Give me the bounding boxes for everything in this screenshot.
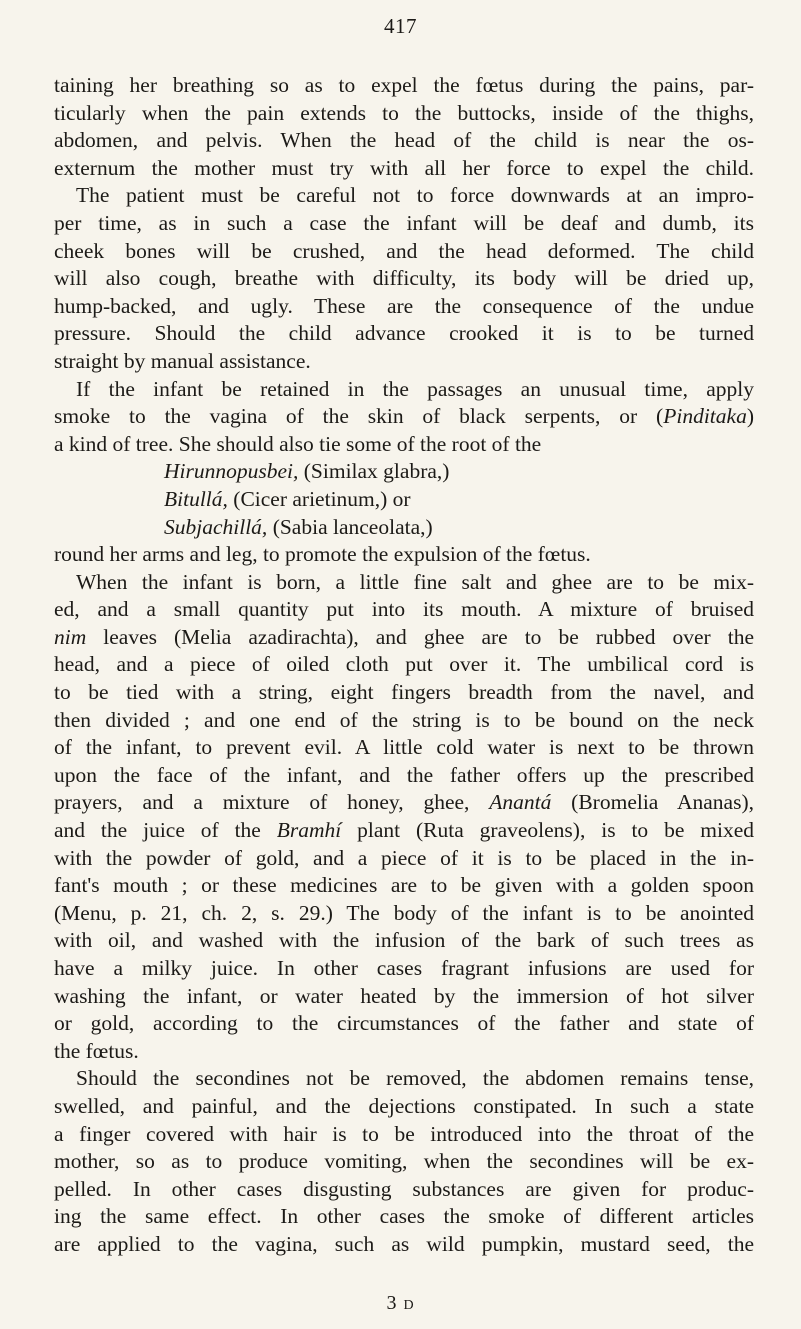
text-line: hump-backed, and ugly. These are the consequence of the undue <box>54 293 754 318</box>
text-line: of the infant, to prevent evil. A little cold water is next to be thrown <box>54 735 754 760</box>
text-run: prayers, and a mixture of honey, ghee, <box>54 790 490 815</box>
text-run: (Bromelia Ananas), <box>551 790 754 815</box>
text-line <box>54 789 754 817</box>
italic-term: nim <box>54 624 87 649</box>
text-line: a kind of tree. She should also tie some of the root of the <box>54 431 542 456</box>
italic-plant-name: Pinditaka <box>663 404 747 429</box>
text-line: head, and a piece of oiled cloth put over it. The umbilical cord is <box>54 652 754 677</box>
text-line: ticularly when the pain extends to the buttocks, inside of the thighs, <box>54 100 754 125</box>
plant-name: Bitullá, <box>164 486 228 511</box>
text-run: leaves (Melia azadirachta), and ghee are to be rubbed over the <box>86 624 754 649</box>
text-line <box>54 624 754 652</box>
text-line: have a milky juice. In other cases fragrant infusions are used for <box>54 956 754 980</box>
text-line: cheek bones will be crushed, and the head deformed. The child <box>54 238 754 263</box>
text-line: with oil, and washed with the infusion of the bark of such trees as <box>54 928 754 953</box>
plant-name: Subjachillá, <box>164 514 268 539</box>
text-run: smoke to the vagina of the skin of black serpents, or ( <box>54 404 664 429</box>
text-line: per time, as in such a case the infant will be deaf and dumb, its <box>54 210 754 235</box>
text-line: Should the secondines not be removed, the abdomen remains tense, <box>76 1066 754 1091</box>
body-text <box>54 72 754 1259</box>
text-line: a finger covered with hair is to be introduced into the throat of the <box>54 1121 754 1146</box>
text-line: ing the same effect. In other cases the smoke of different articles <box>54 1204 754 1229</box>
italic-plant-name: Anantá <box>489 790 552 815</box>
text-line: If the infant be retained in the passages an unusual time, apply <box>76 376 754 401</box>
text-line <box>54 817 754 845</box>
plant-entry <box>54 458 754 486</box>
text-line: pelled. In other cases disgusting substances are given for produc- <box>54 1176 754 1201</box>
text-line: externum the mother must try with all her force to expel the child. <box>54 155 754 180</box>
text-line: fant's mouth ; or these medicines are to be given with a golden spoon <box>54 873 754 898</box>
text-line: are applied to the vagina, such as wild pumpkin, mustard seed, the <box>54 1231 754 1256</box>
text-run: ) <box>746 404 754 429</box>
plant-latin: (Similax glabra,) <box>298 459 450 484</box>
text-line: washing the infant, or water heated by the immersion of hot silver <box>54 983 754 1008</box>
text-line: the fœtus. <box>54 1038 139 1063</box>
text-line: taining her breathing so as to expel the fœtus during the pains, par- <box>54 73 754 97</box>
plant-entry <box>54 514 754 542</box>
text-line: (Menu, p. 21, ch. 2, s. 29.) The body of the infant is to be anointed <box>54 900 754 925</box>
signature-letter: D <box>403 1298 415 1313</box>
italic-plant-name: Bramhí <box>276 818 342 843</box>
text-line: ed, and a small quantity put into its mouth. A mixture of bruised <box>54 597 754 622</box>
plant-name: Hirunnopusbei, <box>164 459 299 484</box>
text-line: with the powder of gold, and a piece of it is to be placed in the in- <box>54 845 754 870</box>
text-line: pressure. Should the child advance crooked it is to be turned <box>54 321 754 346</box>
text-line: upon the face of the infant, and the father offers up the prescribed <box>54 762 754 787</box>
plant-latin: (Cicer arietinum,) or <box>227 486 411 511</box>
text-line: swelled, and painful, and the dejections constipated. In such a state <box>54 1093 754 1118</box>
text-line: The patient must be careful not to force downwards at an impro- <box>76 183 754 208</box>
text-line: or gold, according to the circumstances of the father and state of <box>54 1011 754 1036</box>
text-line: abdomen, and pelvis. When the head of the child is near the os- <box>54 128 754 153</box>
text-line <box>54 403 754 431</box>
page-number: 417 <box>384 14 417 38</box>
text-line: straight by manual assistance. <box>54 348 311 373</box>
signature-mark <box>0 1292 801 1315</box>
text-line: then divided ; and one end of the string is to be bound on the neck <box>54 707 754 732</box>
plant-latin: (Sabia lanceolata,) <box>267 514 433 539</box>
text-run: plant (Ruta graveolens), is to be mixed <box>341 818 754 843</box>
text-line: will also cough, breathe with difficulty, its body will be dried up, <box>54 266 754 291</box>
plant-entry <box>54 486 754 514</box>
text-line: mother, so as to produce vomiting, when the secondines will be ex- <box>54 1149 754 1174</box>
text-line: to be tied with a string, eight fingers breadth from the navel, and <box>54 680 754 705</box>
signature-number: 3 <box>386 1292 398 1314</box>
text-line: round her arms and leg, to promote the expulsion of the fœtus. <box>54 542 591 567</box>
text-line: When the infant is born, a little fine salt and ghee are to be mix- <box>76 569 754 594</box>
text-run: and the juice of the <box>54 818 277 843</box>
